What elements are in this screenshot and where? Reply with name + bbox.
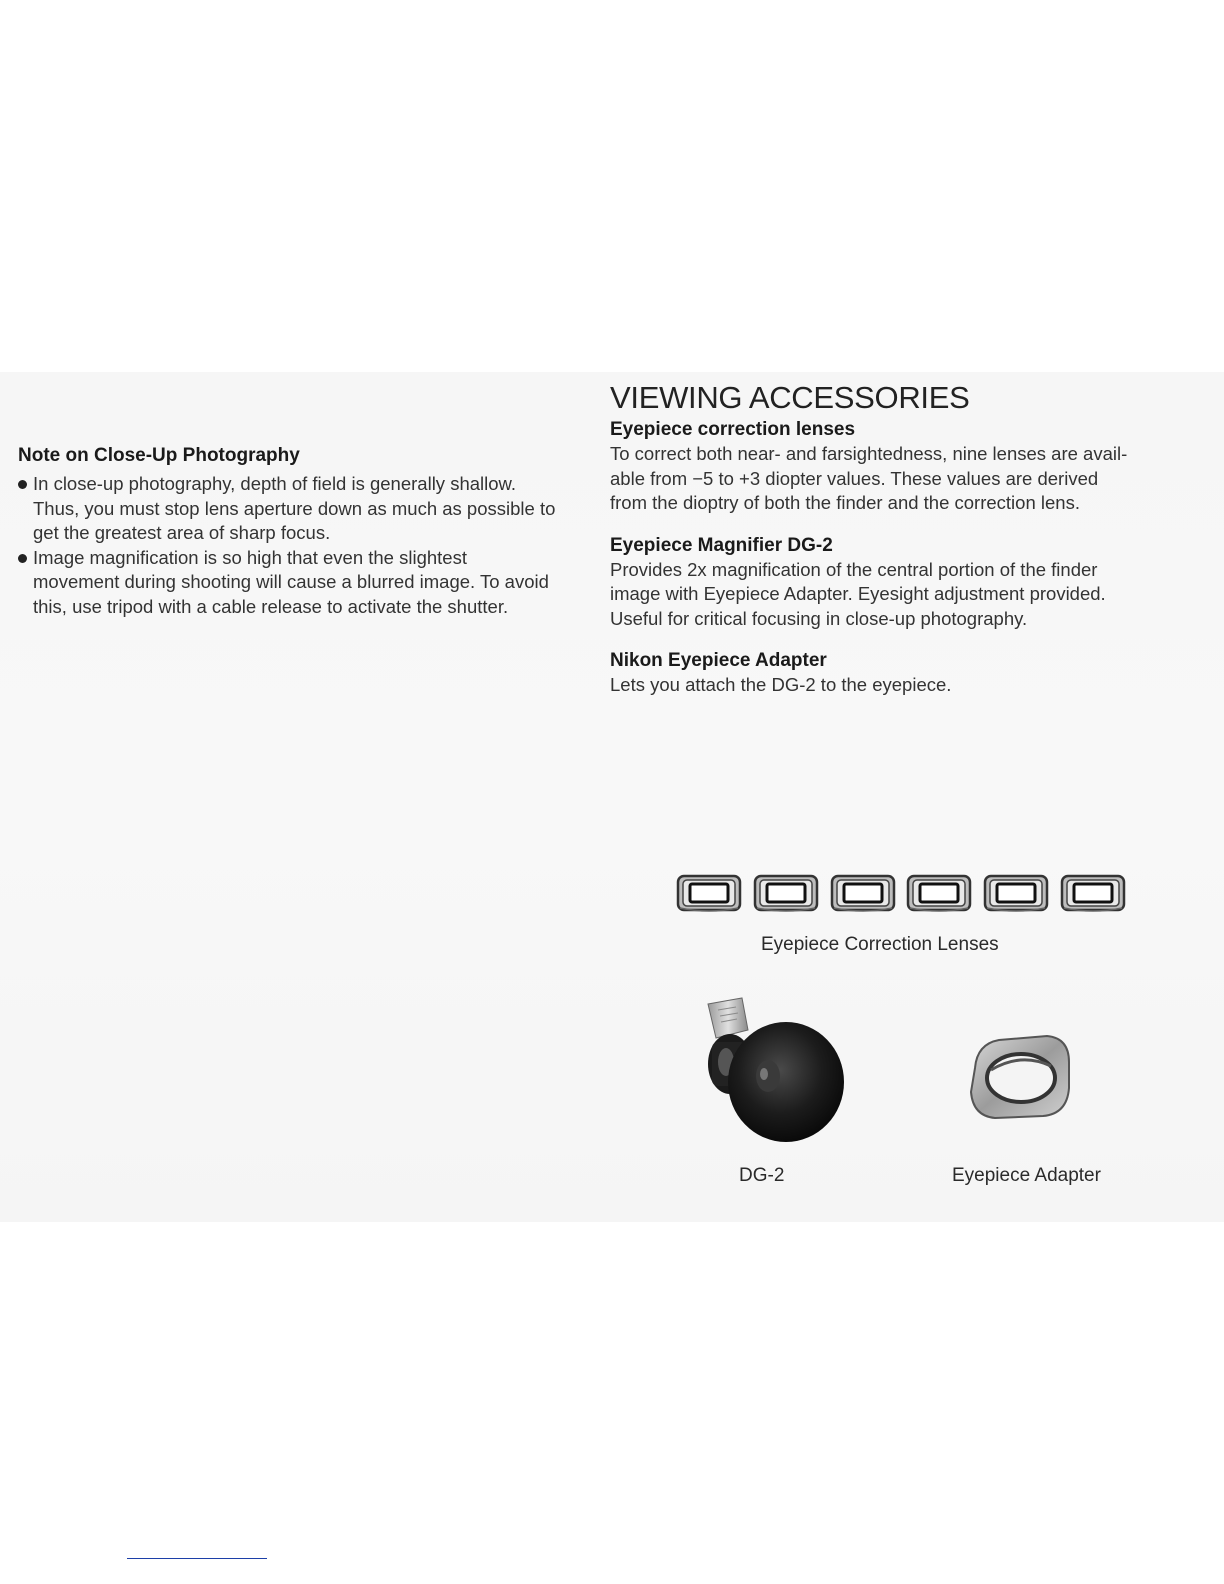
note-item-text: In close-up photography, depth of field is generally shallow. Thus, you must stop lens aperture down as much as possible to get the greatest area of sharp focus.: [33, 473, 556, 543]
accessory-heading: Nikon Eyepiece Adapter: [610, 650, 827, 671]
accessory-heading: Eyepiece correction lenses: [610, 419, 856, 440]
description-line: Provides 2x magnification of the central portion of the finder: [610, 558, 1098, 580]
description-line: Lets you attach the DG-2 to the eyepiece.: [610, 674, 952, 695]
eyepiece-adapter-image: [965, 1030, 1075, 1122]
accessory-description: [610, 442, 1210, 516]
bullet-icon: [18, 554, 27, 563]
accessory-description: [610, 558, 1210, 632]
correction-lens: [753, 872, 819, 914]
eyepiece-adapter-block: [610, 649, 1210, 698]
description-line: from the dioptry of both the finder and the correction lens.: [610, 492, 1080, 513]
description-line: image with Eyepiece Adapter. Eyesight adjustment provided.: [610, 583, 1106, 604]
note-item: [18, 546, 558, 620]
correction-lens: [676, 872, 742, 914]
close-up-note: [18, 444, 558, 619]
note-list: [18, 472, 558, 619]
correction-lens: [983, 872, 1049, 914]
magnifier-dg2-block: [610, 534, 1210, 632]
note-title: Note on Close-Up Photography: [18, 445, 300, 466]
note-item: [18, 472, 558, 546]
description-line: able from −5 to +3 diopter values. These values are derived: [610, 467, 1099, 489]
description-line: Useful for critical focusing in close-up photography.: [610, 607, 1028, 629]
adapter-caption: Eyepiece Adapter: [952, 1165, 1101, 1186]
note-item-text: Image magnification is so high that even the slightest movement during shooting will cause a blurred image. To avoid this, use tripod with a cable release to activate the shutter.: [33, 546, 549, 617]
dg2-magnifier-image: [690, 996, 850, 1146]
correction-lens: [1060, 872, 1126, 914]
section-title: VIEWING ACCESSORIES: [610, 380, 970, 415]
lenses-caption: Eyepiece Correction Lenses: [761, 934, 999, 955]
accessory-description: [610, 673, 1210, 698]
dg2-caption: DG-2: [739, 1165, 785, 1186]
footer-rule: [127, 1558, 267, 1559]
correction-lenses-figure: [676, 872, 1126, 918]
viewing-accessories: [610, 380, 1210, 716]
correction-lens: [906, 872, 972, 914]
correction-lens: [830, 872, 896, 914]
accessory-heading: Eyepiece Magnifier DG-2: [610, 534, 833, 556]
bullet-icon: [18, 480, 27, 489]
correction-lenses-block: [610, 418, 1210, 516]
description-line: To correct both near- and farsightedness, nine lenses are avail-: [610, 443, 1128, 464]
